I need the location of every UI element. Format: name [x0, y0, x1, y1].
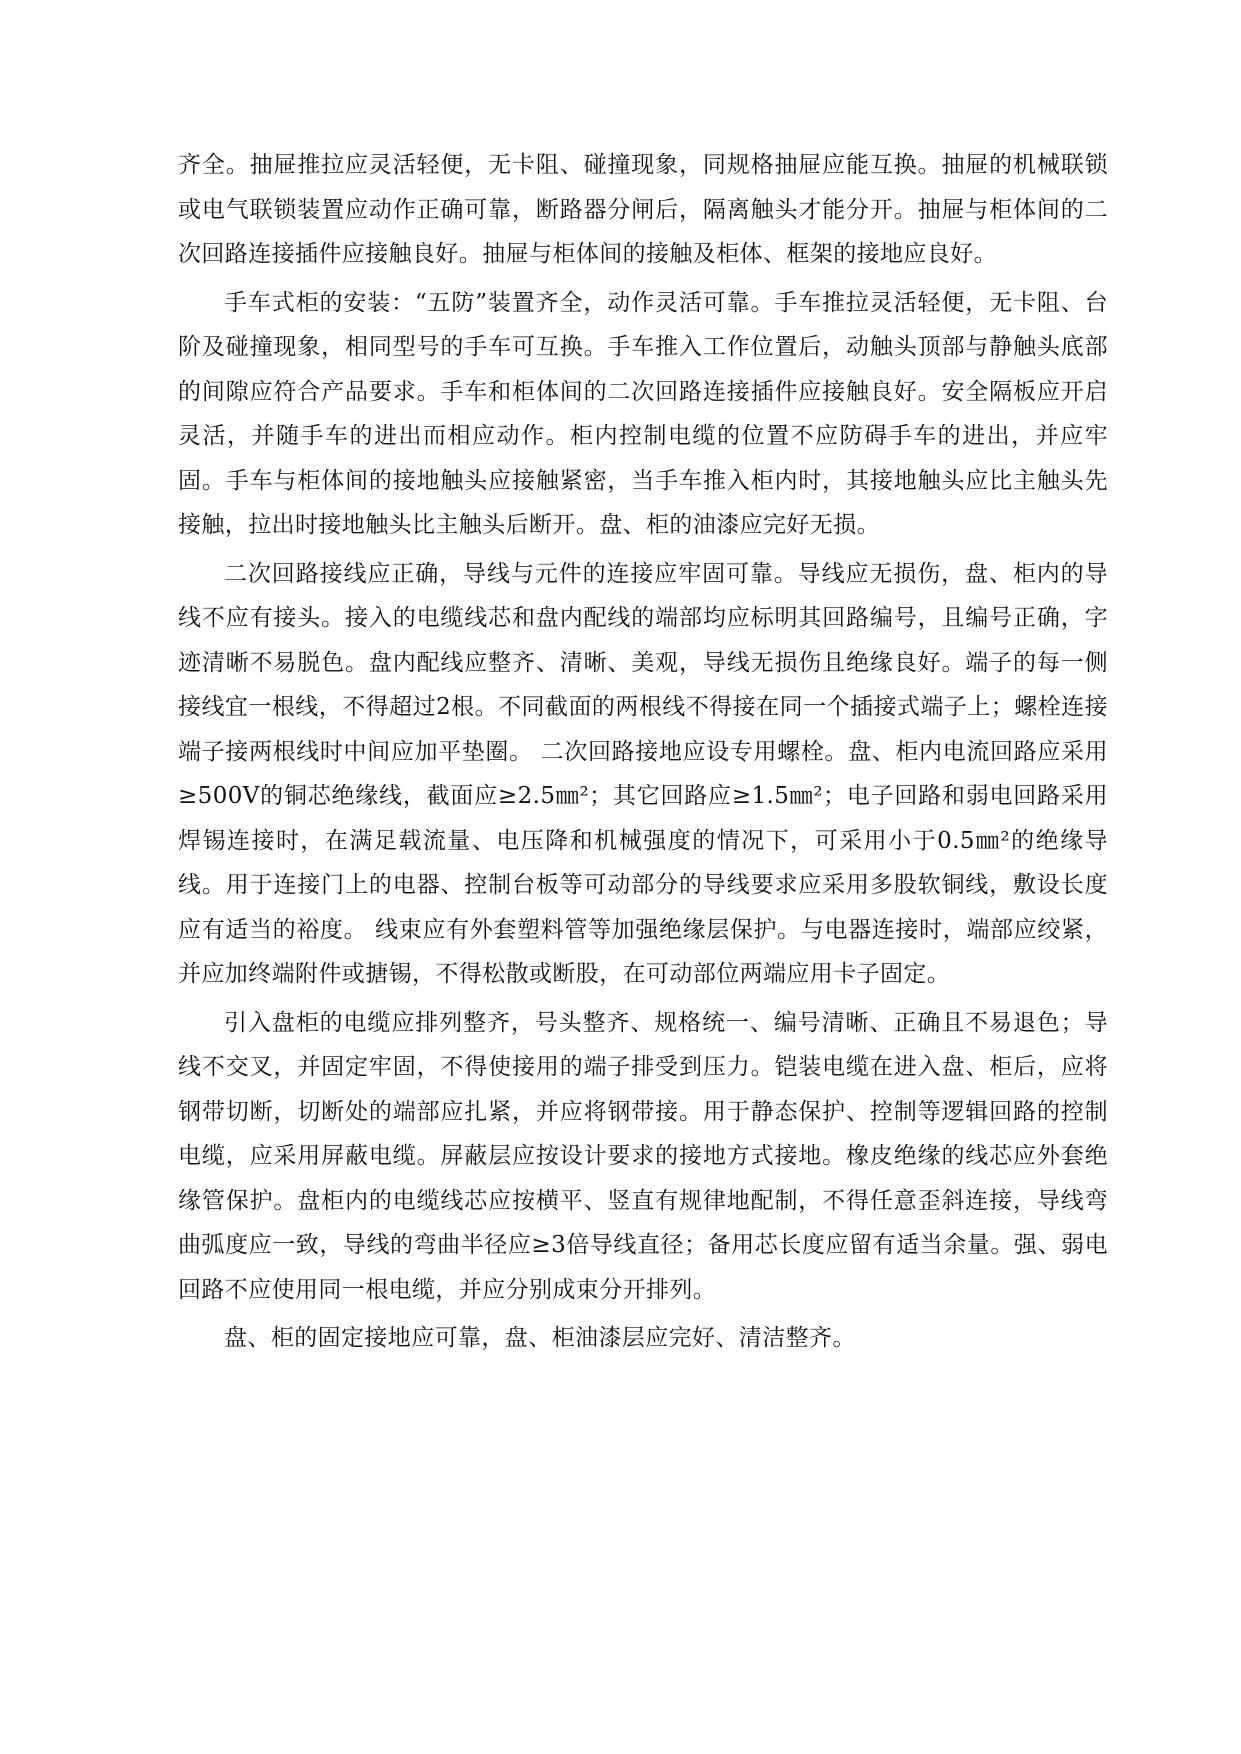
paragraph-cable-entry: 引入盘柜的电缆应排列整齐，号头整齐、规格统一、编号清晰、正确且不易退色；导线不交叉，并固定牢固，不得使接用的端子排受到压力。铠装电缆在进入盘、柜后，应将钢带切断，切断处的端部应扎紧，并应将钢带接。用于静态保护、控制等逻辑回路的控制电缆，应采用屏蔽电缆。屏蔽层应按设计要求的接地方式接地。橡皮绝缘的线芯应外套绝缘管保护。盘柜内的电缆线芯应按横平、竖直有规律地配制，不得任意歪斜连接，导线弯曲弧度应一致，导线的弯曲半径应≥3倍导线直径；备用芯长度应留有适当余量。强、弱电回路不应使用同一根电缆，并应分别成束分开排列。	[178, 1009, 1108, 1303]
paragraph-drawer-cabinet-continued: 齐全。抽屉推拉应灵活轻便，无卡阻、碰撞现象，同规格抽屉应能互换。抽屉的机械联锁或电气联锁装置应动作正确可靠，断路器分闸后，隔离触头才能分开。抽屉与柜体间的二次回路连接插件应接触良好。抽屉与柜体间的接触及柜体、框架的接地应良好。	[178, 152, 1108, 267]
paragraph-secondary-wiring: 二次回路接线应正确，导线与元件的连接应牢固可靠。导线应无损伤，盘、柜内的导线不应有接头。接入的电缆线芯和盘内配线的端部均应标明其回路编号，且编号正确，字迹清晰不易脱色。盘内配线应整齐、清晰、美观，导线无损伤且绝缘良好。端子的每一侧接线宜一根线，不得超过2根。不同截面的两根线不得接在同一个插接式端子上；螺栓连接端子接两根线时中间应加平垫圈。 二次回路接地应设专用螺栓。盘、柜内电流回路应采用≥500V的铜芯绝缘线，截面应≥2.5㎜²；其它回路应≥1.5㎜²；电子回路和弱电回路采用焊锡连接时，在满足载流量、电压降和机械强度的情况下，可采用小于0.5㎜²的绝缘导线。用于连接门上的电器、控制台板等可动部分的导线要求应采用多股软铜线，敷设长度应有适当的裕度。 线束应有外套塑料管等加强绝缘层保护。与电器连接时，端部应绞紧，并应加终端附件或搪锡，不得松散或断股，在可动部位两端应用卡子固定。	[178, 560, 1108, 987]
paragraph-handcart-cabinet: 手车式柜的安装：“五防”装置齐全，动作灵活可靠。手车推拉灵活轻便，无卡阻、台阶及碰撞现象，相同型号的手车可互换。手车推入工作位置后，动触头顶部与静触头底部的间隙应符合产品要求。手车和柜体间的二次回路连接插件应接触良好。安全隔板应开启灵活，并随手车的进出而相应动作。柜内控制电缆的位置不应防碍手车的进出，并应牢固。手车与柜体间的接地触头应接触紧密，当手车推入柜内时，其接地触头应比主触头先接触，拉出时接地触头比主触头后断开。盘、柜的油漆应完好无损。	[178, 289, 1108, 538]
document-body	[178, 143, 1108, 1365]
paragraph-grounding: 盘、柜的固定接地应可靠，盘、柜油漆层应完好、清洁整齐。	[224, 1325, 856, 1351]
